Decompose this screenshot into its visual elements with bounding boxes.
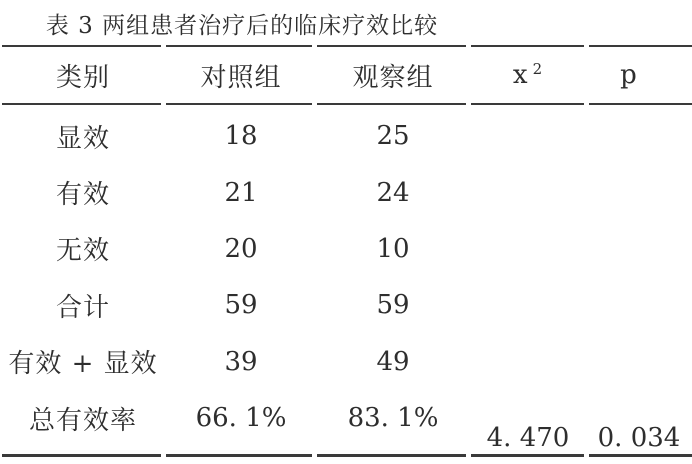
observation-value: 24	[376, 177, 410, 208]
header-control-group: 对照组	[200, 62, 282, 93]
rule-segment	[2, 454, 166, 457]
control-value: 66. 1%	[195, 403, 287, 434]
rule-segment	[2, 103, 166, 105]
control-value: 39	[224, 346, 258, 377]
header-observation-group: 观察组	[352, 62, 434, 93]
observation-value: 83. 1%	[347, 403, 439, 434]
rule-segment	[317, 454, 472, 457]
table-row-xianxiao	[0, 108, 692, 164]
header-p: p	[620, 60, 638, 90]
header-category: 类别	[55, 62, 110, 93]
header-rule	[2, 103, 692, 105]
row-label: 有效	[55, 180, 110, 211]
observation-value: 49	[376, 346, 410, 377]
table-header-row	[0, 47, 692, 103]
rule-segment	[317, 103, 472, 105]
chi-square-base: x	[512, 60, 529, 90]
control-value: 21	[224, 177, 258, 208]
observation-value: 25	[376, 121, 410, 152]
table-row-heji	[0, 277, 692, 333]
bottom-rule	[2, 454, 692, 457]
table-row-wuxiao	[0, 221, 692, 277]
row-label: 无效	[55, 236, 110, 267]
table-row-youxiao	[0, 164, 692, 220]
chi-square-exponent: 2	[532, 60, 544, 78]
control-value: 18	[224, 121, 258, 152]
table-title: 表 3 两组患者治疗后的临床疗效比较	[45, 13, 439, 39]
chi-square-value: 4. 470	[486, 423, 570, 453]
rule-segment	[166, 454, 317, 457]
observation-value: 10	[376, 233, 410, 264]
row-label: 总有效率	[28, 405, 137, 436]
rule-segment	[589, 454, 692, 457]
table-body	[0, 108, 692, 446]
p-value: 0. 034	[597, 423, 681, 453]
statistics-row	[0, 423, 692, 453]
rule-segment	[471, 103, 589, 105]
table-row-youxiao-plus-xianxiao	[0, 334, 692, 390]
row-label: 合计	[55, 292, 110, 323]
header-chi-square	[470, 60, 586, 90]
rule-segment	[471, 454, 589, 457]
observation-value: 59	[376, 290, 410, 321]
control-value: 59	[224, 290, 258, 321]
control-value: 20	[224, 233, 258, 264]
rule-segment	[166, 103, 317, 105]
row-label: 有效 + 显效	[8, 349, 158, 380]
rule-segment	[589, 103, 692, 105]
row-label: 显效	[55, 123, 110, 154]
